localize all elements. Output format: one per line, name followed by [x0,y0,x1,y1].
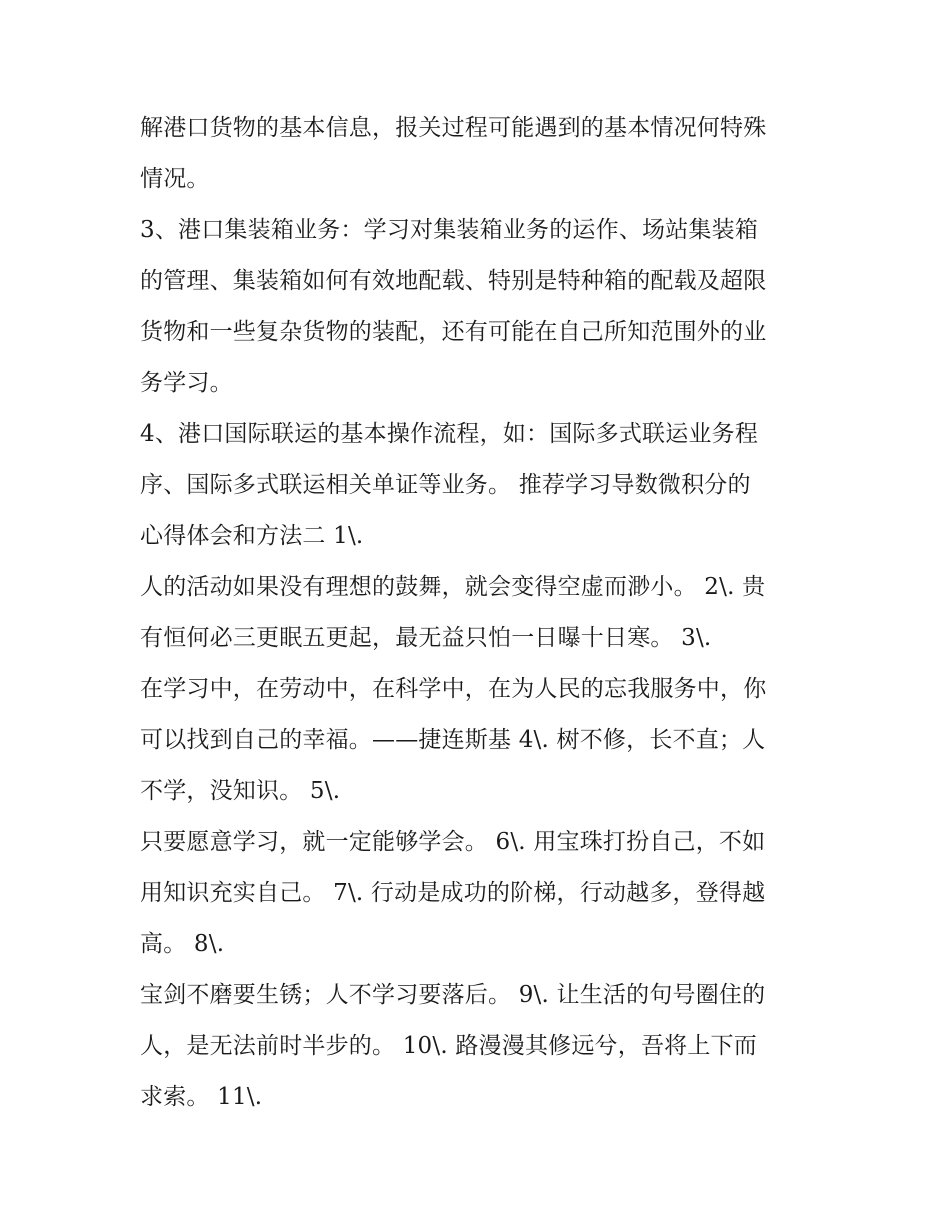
text-line: 高。 8\. [140,931,225,957]
text-line: 情况。 [140,166,210,192]
text-line: 4、港口国际联运的基本操作流程，如：国际多式联运业务程 [140,421,759,447]
text-line: 只要愿意学习，就一定能够学会。 6\. 用宝珠打扮自己，不如 [140,829,766,855]
text-line: 心得体会和方法二 1\. [140,523,364,549]
text-line: 用知识充实自己。 7\. 行动是成功的阶梯，行动越多，登得越 [140,880,766,906]
text-line: 货物和一些复杂货物的装配，还有可能在自己所知范围外的业 [140,319,767,345]
text-line: 3、港口集装箱业务：学习对集装箱业务的运作、场站集装箱 [140,217,759,243]
text-line: 的管理、集装箱如何有效地配载、特别是特种箱的配载及超限 [140,268,767,294]
text-line: 有恒何必三更眠五更起，最无益只怕一日曝十日寒。 3\. [140,625,712,651]
text-line: 不学，没知识。 5\. [140,778,341,804]
text-line: 序、国际多式联运相关单证等业务。 推荐学习导数微积分的 [140,472,751,498]
text-line: 可以找到自己的幸福。——捷连斯基 4\. 树不修，长不直；人 [140,727,766,753]
text-line: 解港口货物的基本信息，报关过程可能遇到的基本情况何特殊 [140,115,767,141]
text-line: 务学习。 [140,370,233,396]
text-line: 人的活动如果没有理想的鼓舞，就会变得空虚而渺小。 2\. 贵 [140,574,766,600]
text-line: 求索。 11\. [140,1084,263,1110]
text-line: 在学习中，在劳动中，在科学中，在为人民的忘我服务中，你 [140,676,767,702]
text-line: 宝剑不磨要生锈；人不学习要落后。 9\. 让生活的句号圈住的 [140,982,766,1008]
text-line: 人，是无法前时半步的。 10\. 路漫漫其修远兮，吾将上下而 [140,1033,757,1059]
